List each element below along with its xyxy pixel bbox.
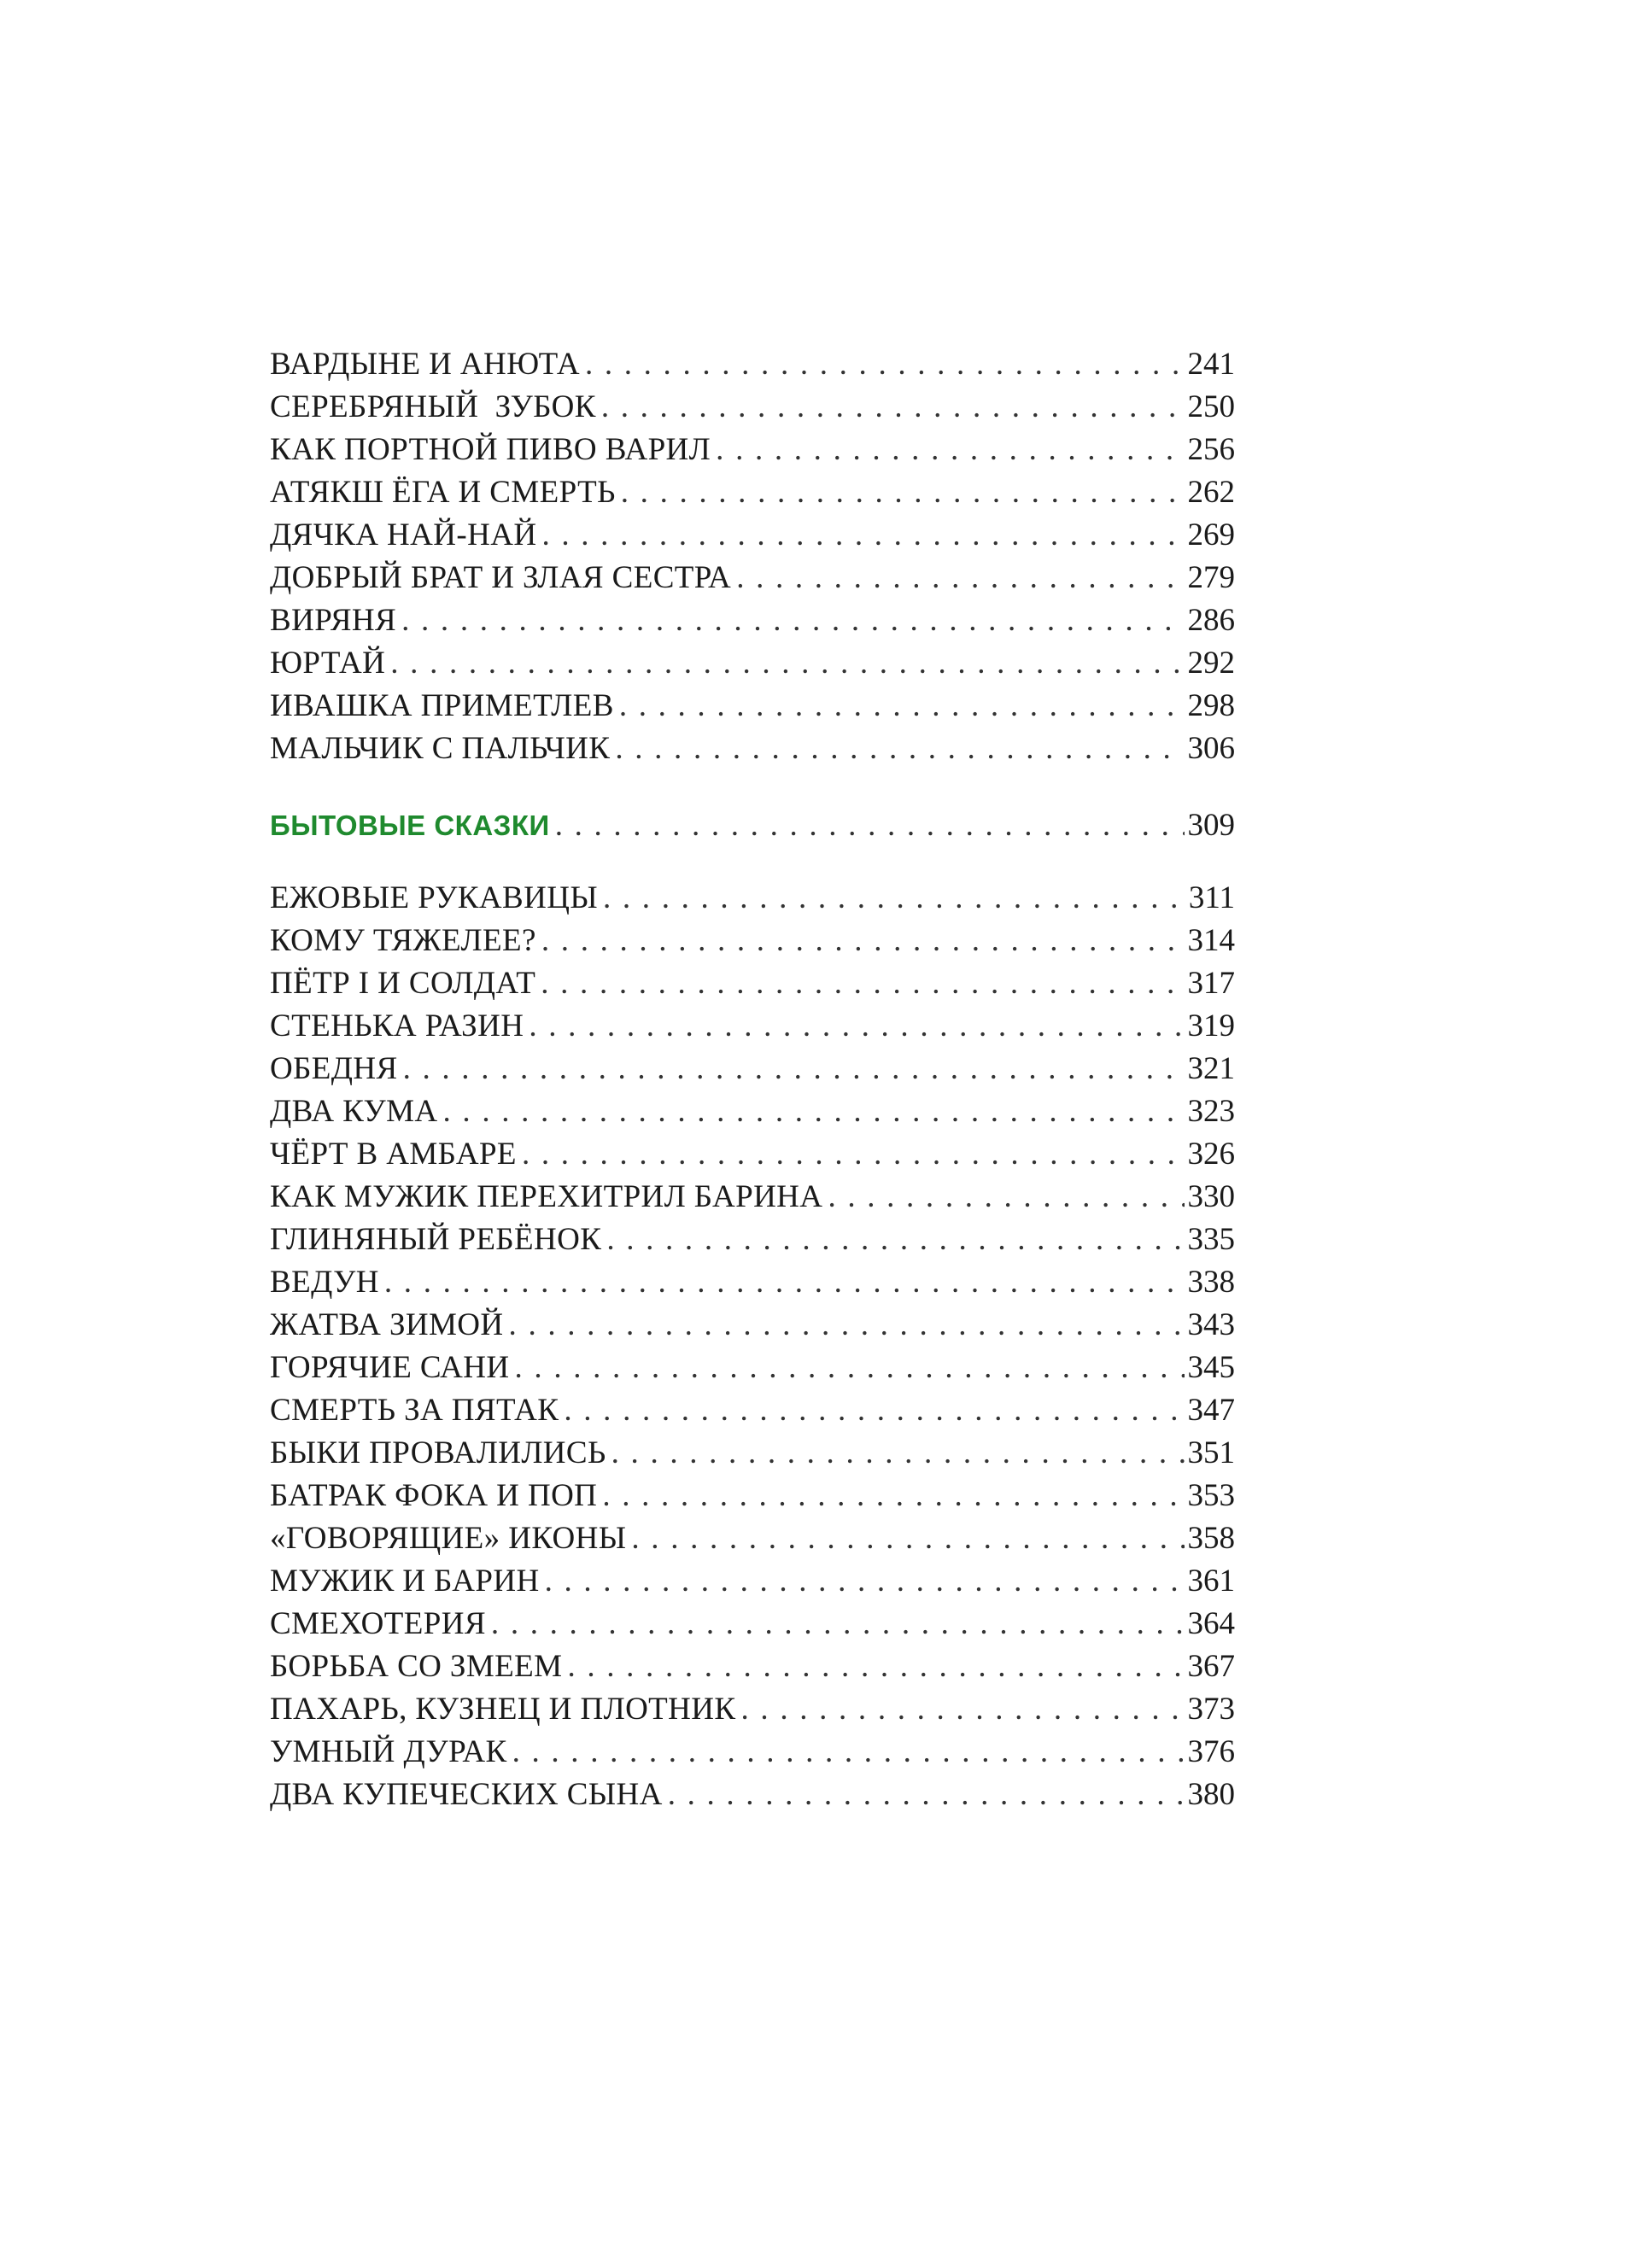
toc-entry-title: ПАХАРЬ, КУЗНЕЦ И ПЛОТНИК [270, 1692, 736, 1727]
toc-entry-title: СМЕХОТЕРИЯ [270, 1606, 486, 1641]
toc-entry-page: 335 [1187, 1222, 1235, 1257]
toc-entry-page: 256 [1187, 432, 1235, 467]
toc-entry-title: КАК ПОРТНОЙ ПИВО ВАРИЛ [270, 432, 711, 467]
dot-leader [585, 343, 1185, 386]
dot-leader [529, 1005, 1184, 1048]
toc-entry[interactable] [270, 557, 1235, 599]
section-heading-page: 309 [1187, 808, 1235, 843]
toc-entry-page: 317 [1187, 966, 1235, 1001]
toc-entry[interactable] [270, 1645, 1235, 1688]
toc-entry[interactable] [270, 1304, 1235, 1347]
toc-entry-page: 286 [1187, 603, 1235, 638]
toc-entry-title: ПЁТР I И СОЛДАТ [270, 966, 536, 1001]
toc-entry-title: ИВАШКА ПРИМЕТЛЕВ [270, 688, 614, 723]
toc-entry-title: ЧЁРТ В АМБАРЕ [270, 1137, 517, 1172]
dot-leader [621, 471, 1185, 514]
toc-entry-title: БАТРАК ФОКА И ПОП [270, 1478, 598, 1513]
dot-leader [509, 1304, 1185, 1347]
toc-group-everyday-tales [270, 877, 1235, 1816]
dot-leader [736, 557, 1184, 599]
toc-entry[interactable] [270, 1389, 1235, 1432]
toc-entry[interactable] [270, 1731, 1235, 1774]
toc-entry-page: 361 [1187, 1564, 1235, 1599]
toc-entry-page: 380 [1187, 1777, 1235, 1812]
toc-entry[interactable] [270, 514, 1235, 557]
toc-entry[interactable] [270, 1176, 1235, 1219]
dot-leader [443, 1090, 1185, 1133]
toc-entry-page: 376 [1187, 1734, 1235, 1769]
toc-entry-title: ГЛИНЯНЫЙ РЕБЁНОК [270, 1222, 602, 1257]
dot-leader [741, 1688, 1185, 1731]
toc-entry-page: 367 [1187, 1649, 1235, 1684]
dot-leader [390, 642, 1184, 685]
dot-leader [515, 1347, 1185, 1389]
toc-entry-title: УМНЫЙ ДУРАК [270, 1734, 507, 1769]
toc-entry-title: БОРЬБА СО ЗМЕЕМ [270, 1649, 563, 1684]
dot-leader [606, 1219, 1184, 1261]
dot-leader [541, 920, 1185, 962]
dot-leader [564, 1389, 1184, 1432]
dot-leader [512, 1731, 1185, 1774]
toc-entry-title: ДВА КУМА [270, 1094, 438, 1129]
dot-leader [619, 685, 1185, 728]
toc-entry-title: ЮРТАЙ [270, 646, 386, 681]
dot-leader [541, 514, 1184, 557]
toc-section-heading[interactable] [270, 804, 1235, 847]
toc-entry-page: 347 [1187, 1393, 1235, 1428]
toc-entry[interactable] [270, 429, 1235, 471]
dot-leader [615, 728, 1184, 770]
toc-entry-page: 353 [1187, 1478, 1235, 1513]
toc-entry[interactable] [270, 1261, 1235, 1304]
toc-entry[interactable] [270, 1048, 1235, 1090]
toc-entry-title: ДВА КУПЕЧЕСКИХ СЫНА [270, 1777, 663, 1812]
toc-entry-title: ДЯЧКА НАЙ-НАЙ [270, 517, 537, 552]
toc-entry[interactable] [270, 343, 1235, 386]
dot-leader [631, 1517, 1184, 1560]
toc-entry-page: 351 [1187, 1435, 1235, 1470]
toc-entry-title: СТЕНЬКА РАЗИН [270, 1008, 524, 1043]
toc-entry[interactable] [270, 962, 1235, 1005]
toc-entry-page: 373 [1187, 1692, 1235, 1727]
dot-leader [545, 1560, 1185, 1603]
toc-entry-page: 306 [1187, 731, 1235, 766]
toc-entry-title: ЕЖОВЫЕ РУКАВИЦЫ [270, 880, 598, 915]
dot-leader [403, 1048, 1185, 1090]
dot-leader [384, 1261, 1185, 1304]
toc-entry-title: КАК МУЖИК ПЕРЕХИТРИЛ БАРИНА [270, 1179, 823, 1214]
toc-entry-title: ДОБРЫЙ БРАТ И ЗЛАЯ СЕСТРА [270, 560, 732, 595]
toc-entry[interactable] [270, 1219, 1235, 1261]
toc-entry-title: ВИРЯНЯ [270, 603, 397, 638]
dot-leader [567, 1645, 1184, 1688]
dot-leader [401, 599, 1184, 642]
toc-entry-page: 345 [1187, 1350, 1235, 1385]
dot-leader [716, 429, 1184, 471]
toc-entry-title: ВАРДЫНЕ И АНЮТА [270, 347, 580, 382]
toc-entry[interactable] [270, 642, 1235, 685]
toc-entry[interactable] [270, 877, 1235, 920]
toc-entry[interactable] [270, 1090, 1235, 1133]
toc-entry-page: 330 [1187, 1179, 1235, 1214]
toc-entry-page: 314 [1187, 923, 1235, 958]
toc-entry[interactable] [270, 1005, 1235, 1048]
toc-entry-title: МУЖИК И БАРИН [270, 1564, 540, 1599]
dot-leader [491, 1603, 1185, 1645]
toc-entry[interactable] [270, 471, 1235, 514]
toc-entry-title: ГОРЯЧИЕ САНИ [270, 1350, 510, 1385]
dot-leader [522, 1133, 1185, 1176]
toc-entry-page: 292 [1187, 646, 1235, 681]
toc-entry[interactable] [270, 599, 1235, 642]
section-spacer [270, 770, 1235, 804]
toc-entry-page: 262 [1187, 475, 1235, 510]
dot-leader [601, 386, 1185, 429]
dot-leader [611, 1432, 1185, 1475]
toc-entry-page: 364 [1187, 1606, 1235, 1641]
toc-entry[interactable] [270, 386, 1235, 429]
toc-entry-page: 250 [1187, 389, 1235, 424]
toc-entry-title: МАЛЬЧИК С ПАЛЬЧИК [270, 731, 611, 766]
dot-leader [555, 804, 1185, 847]
toc-entry-page: 311 [1188, 880, 1235, 915]
toc-entry-page: 269 [1187, 517, 1235, 552]
toc-entry-title: АТЯКШ ЁГА И СМЕРТЬ [270, 475, 616, 510]
toc-entry[interactable] [270, 685, 1235, 728]
toc-entry-page: 241 [1187, 347, 1235, 382]
toc-entry[interactable] [270, 1560, 1235, 1603]
toc-group-fairy-tales [270, 343, 1235, 770]
toc-entry-page: 279 [1187, 560, 1235, 595]
dot-leader [541, 962, 1184, 1005]
toc-entry-page: 358 [1187, 1521, 1235, 1556]
toc-entry-page: 326 [1187, 1137, 1235, 1172]
toc-entry-title: КОМУ ТЯЖЕЛЕЕ? [270, 923, 536, 958]
table-of-contents [270, 343, 1235, 1816]
toc-entry-page: 343 [1187, 1307, 1235, 1342]
toc-entry-page: 319 [1187, 1008, 1235, 1043]
toc-entry-page: 298 [1187, 688, 1235, 723]
toc-entry-title: БЫКИ ПРОВАЛИЛИСЬ [270, 1435, 606, 1470]
toc-entry[interactable] [270, 1347, 1235, 1389]
toc-entry-title: ОБЕДНЯ [270, 1051, 398, 1086]
toc-entry[interactable] [270, 728, 1235, 770]
toc-entry[interactable] [270, 1688, 1235, 1731]
toc-entry-title: СЕРЕБРЯНЫЙ ЗУБОК [270, 389, 596, 424]
toc-entry-title: ВЕДУН [270, 1265, 379, 1300]
toc-entry-page: 321 [1187, 1051, 1235, 1086]
toc-entry-title: СМЕРТЬ ЗА ПЯТАК [270, 1393, 559, 1428]
toc-entry[interactable] [270, 1432, 1235, 1475]
dot-leader [828, 1176, 1184, 1219]
toc-entry[interactable] [270, 1774, 1235, 1816]
dot-leader [603, 877, 1185, 920]
toc-entry-page: 338 [1187, 1265, 1235, 1300]
toc-entry[interactable] [270, 1517, 1235, 1560]
toc-entry-title: ЖАТВА ЗИМОЙ [270, 1307, 504, 1342]
toc-entry[interactable] [270, 1603, 1235, 1645]
dot-leader [602, 1475, 1184, 1517]
section-heading-title: БЫТОВЫЕ СКАЗКИ [270, 810, 550, 841]
toc-entry[interactable] [270, 1475, 1235, 1517]
toc-entry[interactable] [270, 920, 1235, 962]
dot-leader [668, 1774, 1185, 1816]
toc-entry[interactable] [270, 1133, 1235, 1176]
toc-entry-page: 323 [1187, 1094, 1235, 1129]
toc-entry-title: «ГОВОРЯЩИЕ» ИКОНЫ [270, 1521, 627, 1556]
